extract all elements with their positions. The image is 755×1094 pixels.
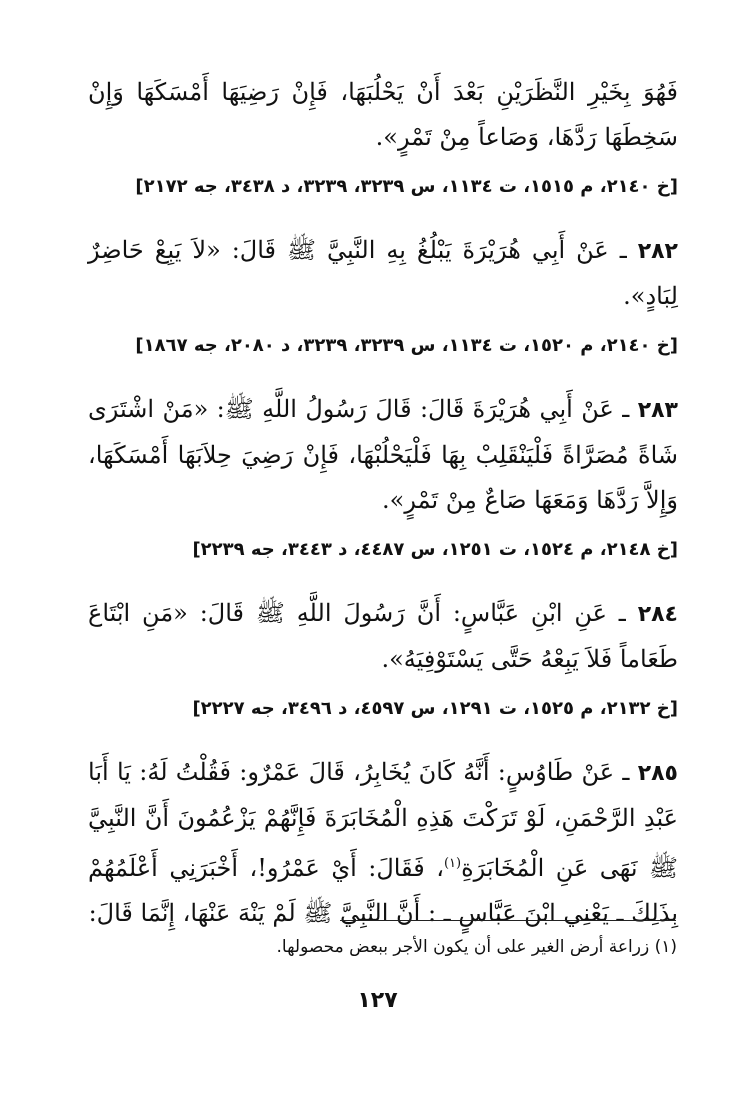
hadith-285 xyxy=(88,750,678,936)
hadith-text-continued: ، فَقَالَ: أَيْ عَمْرُو!، أَخْبَرَنِي أَعْلَمُهُمْ بِذَلِكَ ـ يَعْنِي ابْنَ عَبَّاسٍ ـ : أَنَّ النَّبِيَّ ﷺ لَمْ يَنْهَ عَنْهَا، إِنَّمَا قَالَ: xyxy=(88,854,678,927)
page-body xyxy=(88,70,678,936)
footnote-marker[interactable]: (١) xyxy=(443,856,462,871)
hadith-text: فَهُوَ بِخَيْرِ النَّظَرَيْنِ بَعْدَ أَنْ يَحْلُبَهَا، فَإِنْ رَضِيَهَا أَمْسَكَهَا وَإِنْ سَخِطَهَا رَدَّهَا، وَصَاعاً مِنْ تَمْرٍ». xyxy=(88,78,678,151)
hadith-282 xyxy=(88,228,678,319)
hadith-reference: [خ ٢١٤٠، م ١٥٢٠، ت ١١٣٤، س ٣٢٣٩، ٣٢٣٩، د ٢٠٨٠، جه ١٨٦٧] xyxy=(135,335,678,356)
page-number: ١٢٧ xyxy=(357,988,398,1013)
hadith-reference: [خ ٢١٤٠، م ١٥١٥، ت ١١٣٤، س ٣٢٣٩، ٣٢٣٩، د ٣٤٣٨، جه ٢١٧٢] xyxy=(135,176,678,197)
hadith-reference: [خ ٢١٤٨، م ١٥٢٤، ت ١٢٥١، س ٤٤٨٧، د ٣٤٤٣، جه ٢٢٣٩] xyxy=(192,539,678,560)
hadith-text: ـ عَنْ طَاوُسٍ: أَنَّهُ كَانَ يُخَابِرُ، قَالَ عَمْرٌو: فَقُلْتُ لَهُ: يَا أَبَا عَبْدِ الرَّحْمَنِ، لَوْ تَرَكْتَ هَذِهِ الْمُخَابَرَةَ فَإِنَّهُمْ يَزْعُمُونَ أَنَّ النَّبِيَّ ﷺ نَهَى عَنِ الْمُخَابَرَةِ xyxy=(88,758,679,882)
footnote: (١) زراعة أرض الغير على أن يكون الأجر ببعض محصولها. xyxy=(276,937,677,957)
footnote-divider xyxy=(340,920,676,921)
hadith-reference: [خ ٢١٣٢، م ١٥٢٥، ت ١٢٩١، س ٤٥٩٧، د ٣٤٩٦، جه ٢٢٢٧] xyxy=(192,698,678,719)
hadith-text: ـ عَنْ أَبِي هُرَيْرَةَ يَبْلُغُ بِهِ النَّبِيَّ ﷺ قَالَ: «لاَ يَبِعْ حَاضِرٌ لِبَادٍ». xyxy=(88,236,678,310)
hadith-number: ٢٨٣ xyxy=(637,398,678,423)
hadith-continuation xyxy=(88,70,678,160)
hadith-text: ـ عَنِ ابْنِ عَبَّاسٍ: أَنَّ رَسُولَ اللَّهِ ﷺ قَالَ: «مَنِ ابْتَاعَ طَعَاماً فَلاَ يَبِعْهُ حَتَّى يَسْتَوْفِيَهُ». xyxy=(88,599,678,673)
hadith-284 xyxy=(88,591,678,682)
hadith-text: ـ عَنْ أَبِي هُرَيْرَةَ قَالَ: قَالَ رَسُولُ اللَّهِ ﷺ: «مَنْ اشْتَرَى شَاةً مُصَرَّاةً فَلْيَنْقَلِبْ بِهَا فَلْيَحْلُبْهَا، فَإِنْ رَضِيَ حِلاَبَهَا أَمْسَكَهَا، وَإِلاَّ رَدَّهَا وَمَعَهَا صَاعٌ مِنْ تَمْرٍ». xyxy=(88,395,678,514)
hadith-number: ٢٨٤ xyxy=(637,602,678,627)
hadith-number: ٢٨٢ xyxy=(637,239,678,264)
hadith-283 xyxy=(88,387,678,523)
hadith-number: ٢٨٥ xyxy=(637,761,678,786)
